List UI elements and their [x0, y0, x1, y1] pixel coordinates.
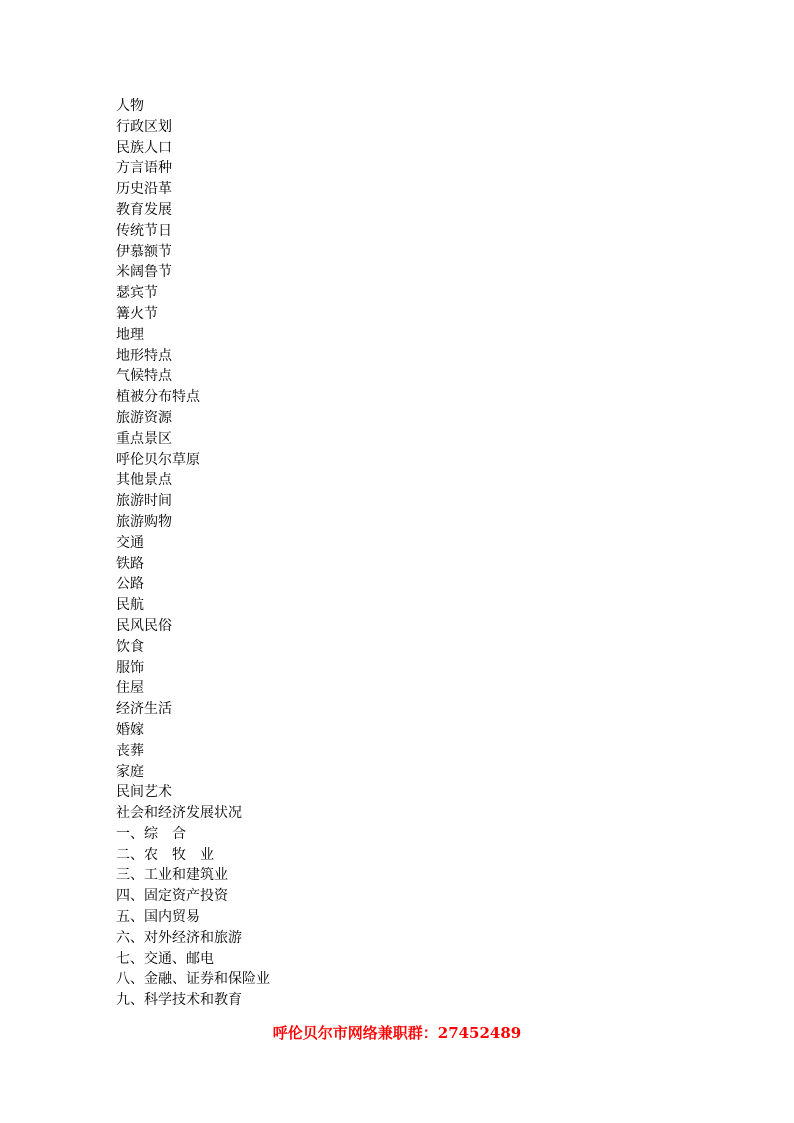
list-item: 旅游时间	[116, 493, 172, 510]
list-item: 旅游购物	[116, 513, 172, 530]
list-item: 社会和经济发展状况	[116, 805, 242, 822]
list-item: 家庭	[116, 763, 144, 780]
list-item: 住屋	[116, 680, 144, 697]
list-item: 八、金融、证券和保险业	[116, 971, 270, 988]
list-item: 植被分布特点	[116, 389, 200, 406]
list-item: 三、工业和建筑业	[116, 867, 228, 884]
list-item: 九、科学技术和教育	[116, 992, 242, 1009]
list-item: 铁路	[116, 555, 144, 572]
contents-list	[116, 96, 270, 1011]
list-item: 民航	[116, 597, 144, 614]
list-item: 地形特点	[116, 347, 172, 364]
list-item: 一、综 合	[116, 825, 186, 842]
list-item: 传统节日	[116, 222, 172, 239]
list-item: 丧葬	[116, 742, 144, 759]
list-item: 重点景区	[116, 430, 172, 447]
list-item: 民间艺术	[116, 784, 172, 801]
list-item: 六、对外经济和旅游	[116, 929, 242, 946]
list-item: 四、固定资产投资	[116, 888, 228, 905]
list-item: 地理	[116, 326, 144, 343]
list-item: 民风民俗	[116, 617, 172, 634]
list-item: 七、交通、邮电	[116, 950, 214, 967]
list-item: 饮食	[116, 638, 144, 655]
list-item: 民族人口	[116, 139, 172, 156]
list-item: 服饰	[116, 659, 144, 676]
list-item: 历史沿革	[116, 181, 172, 198]
list-item: 米阔鲁节	[116, 264, 172, 281]
list-item: 其他景点	[116, 472, 172, 489]
footer-note: 呼伦贝尔市网络兼职群：27452489	[272, 1024, 522, 1042]
list-item: 公路	[116, 576, 144, 593]
list-item: 行政区划	[116, 118, 172, 135]
list-item: 旅游资源	[116, 409, 172, 426]
list-item: 方言语种	[116, 160, 172, 177]
list-item: 人物	[116, 98, 144, 114]
list-item: 二、农 牧 业	[116, 846, 214, 863]
list-item: 教育发展	[116, 201, 172, 218]
list-item: 五、国内贸易	[116, 909, 200, 926]
list-item: 伊慕额节	[116, 243, 172, 260]
list-item: 经济生活	[116, 701, 172, 718]
list-item: 篝火节	[116, 305, 158, 322]
list-item: 呼伦贝尔草原	[116, 451, 200, 468]
list-item: 气候特点	[116, 368, 172, 385]
list-item: 瑟宾节	[116, 285, 158, 302]
list-item: 交通	[116, 534, 144, 551]
list-item: 婚嫁	[116, 721, 144, 738]
